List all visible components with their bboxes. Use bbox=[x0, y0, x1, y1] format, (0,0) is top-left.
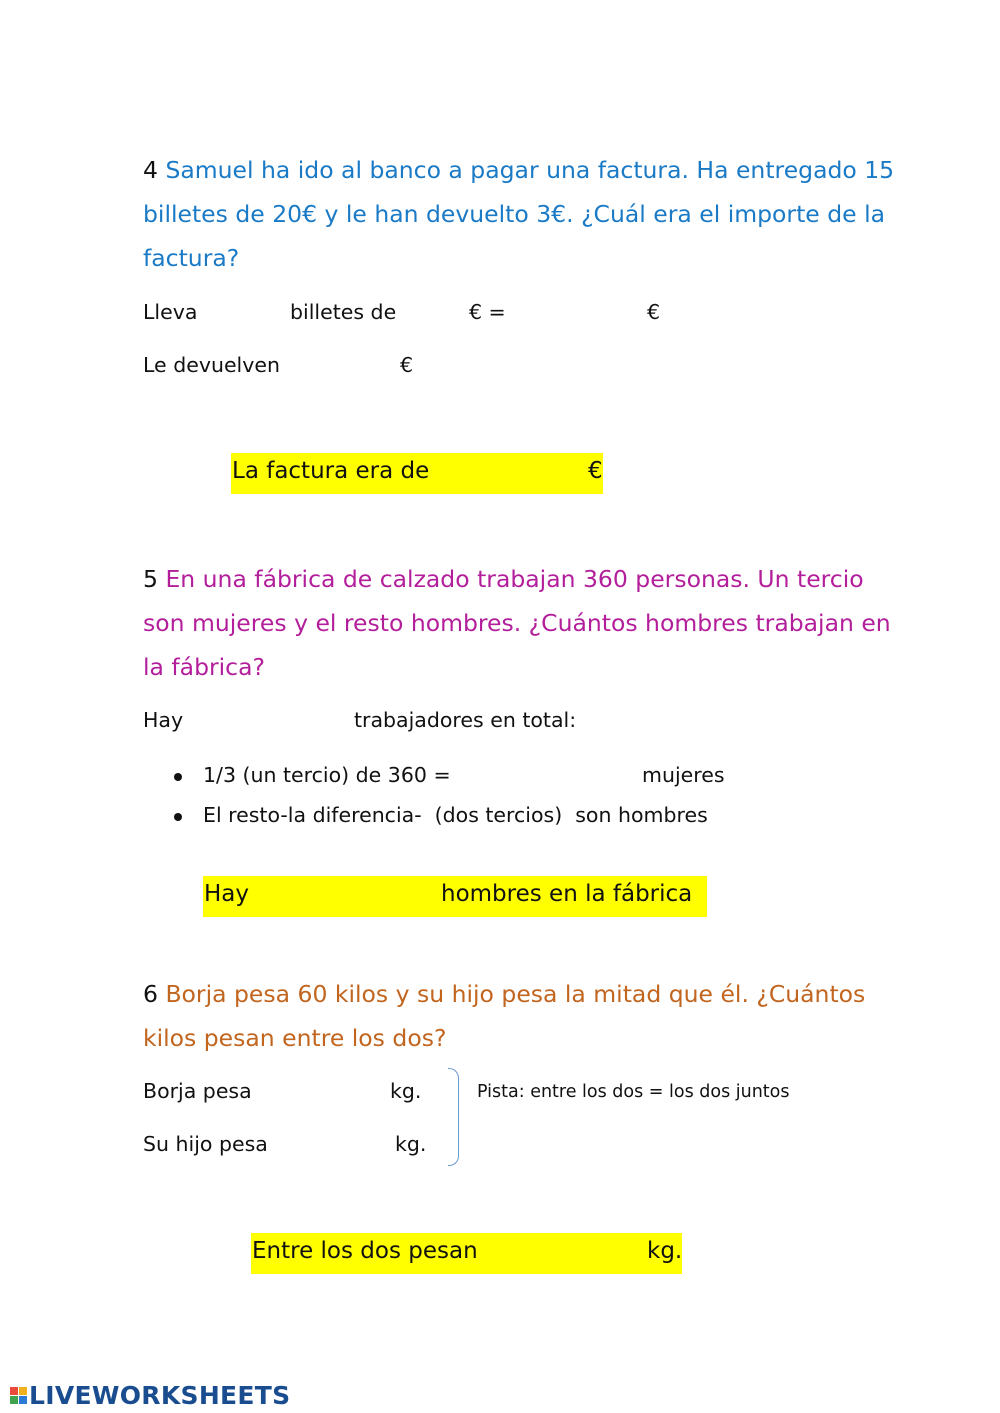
q6-number: 6 bbox=[143, 980, 158, 1008]
q5-text-3: la fábrica? bbox=[143, 653, 265, 681]
q5-row1-label-a: Hay bbox=[143, 708, 184, 732]
q6-son-weight-input[interactable] bbox=[280, 1131, 388, 1159]
q6-row2-label-a: Su hijo pesa bbox=[143, 1132, 268, 1156]
bullet-dot bbox=[174, 773, 182, 781]
logo-text: LIVEWORKSHEETS bbox=[29, 1380, 291, 1410]
q4-answer-label-a: La factura era de bbox=[232, 458, 430, 484]
q6-borja-weight-input[interactable] bbox=[265, 1078, 383, 1106]
q4-row2-label-b: € bbox=[400, 353, 414, 377]
q6-text-2: kilos pesan entre los dos? bbox=[143, 1024, 447, 1052]
q5-text-1: En una fábrica de calzado trabajan 360 personas. Un tercio bbox=[165, 565, 864, 593]
q5-answer-label-a: Hay bbox=[204, 881, 250, 907]
q5-text-2: son mujeres y el resto hombres. ¿Cuántos hombres trabajan en bbox=[143, 609, 891, 637]
q4-answer-input[interactable] bbox=[442, 458, 582, 488]
bracket-line bbox=[448, 1068, 459, 1166]
q5-bullet1-label-b: mujeres bbox=[642, 763, 725, 787]
q6-text-1: Borja pesa 60 kilos y su hijo pesa la mitad que él. ¿Cuántos bbox=[165, 980, 866, 1008]
liveworksheets-logo[interactable] bbox=[10, 1378, 290, 1412]
q6-row1-label-b: kg. bbox=[390, 1079, 422, 1103]
liveworksheets-logo-icon bbox=[10, 1387, 27, 1404]
q6-row1-label-a: Borja pesa bbox=[143, 1079, 252, 1103]
q5-line-1 bbox=[143, 557, 864, 601]
q4-row1-label-c: € = bbox=[469, 300, 506, 324]
q5-bullet1-label-a: 1/3 (un tercio) de 360 = bbox=[203, 763, 451, 787]
q4-bills-count-input[interactable] bbox=[205, 299, 280, 327]
q6-hint: Pista: entre los dos = los dos juntos bbox=[477, 1082, 790, 1102]
q6-answer-input[interactable] bbox=[495, 1238, 640, 1268]
q6-line-1 bbox=[143, 972, 865, 1016]
q4-answer-label-b: € bbox=[588, 458, 603, 484]
q4-text-3: factura? bbox=[143, 244, 240, 272]
q6-row2-label-b: kg. bbox=[395, 1132, 427, 1156]
q6-answer-label-b: kg. bbox=[647, 1238, 683, 1264]
q4-row1-label-b: billetes de bbox=[290, 300, 397, 324]
q4-line-1 bbox=[143, 148, 894, 192]
q5-answer-input[interactable] bbox=[258, 881, 433, 911]
q5-total-workers-input[interactable] bbox=[190, 707, 345, 735]
q5-women-input[interactable] bbox=[468, 762, 633, 790]
q4-row2-label-a: Le devuelven bbox=[143, 353, 280, 377]
q5-number: 5 bbox=[143, 565, 158, 593]
q5-row1-label-b: trabajadores en total: bbox=[354, 708, 577, 732]
q4-bill-value-input[interactable] bbox=[410, 299, 465, 327]
q4-total-input[interactable] bbox=[510, 299, 640, 327]
q4-text-1: Samuel ha ido al banco a pagar una factura. Ha entregado 15 bbox=[165, 156, 895, 184]
q5-bullet2-label: El resto-la diferencia- (dos tercios) son hombres bbox=[203, 803, 708, 827]
q4-change-input[interactable] bbox=[292, 352, 397, 380]
bullet-dot bbox=[174, 813, 182, 821]
q4-text-2: billetes de 20€ y le han devuelto 3€. ¿Cuál era el importe de la bbox=[143, 200, 885, 228]
q6-answer-label-a: Entre los dos pesan bbox=[252, 1238, 478, 1264]
q5-answer-label-b: hombres en la fábrica bbox=[441, 881, 693, 907]
q4-row1-label-d: € bbox=[647, 300, 661, 324]
q4-row1-label-a: Lleva bbox=[143, 300, 198, 324]
q4-number: 4 bbox=[143, 156, 158, 184]
